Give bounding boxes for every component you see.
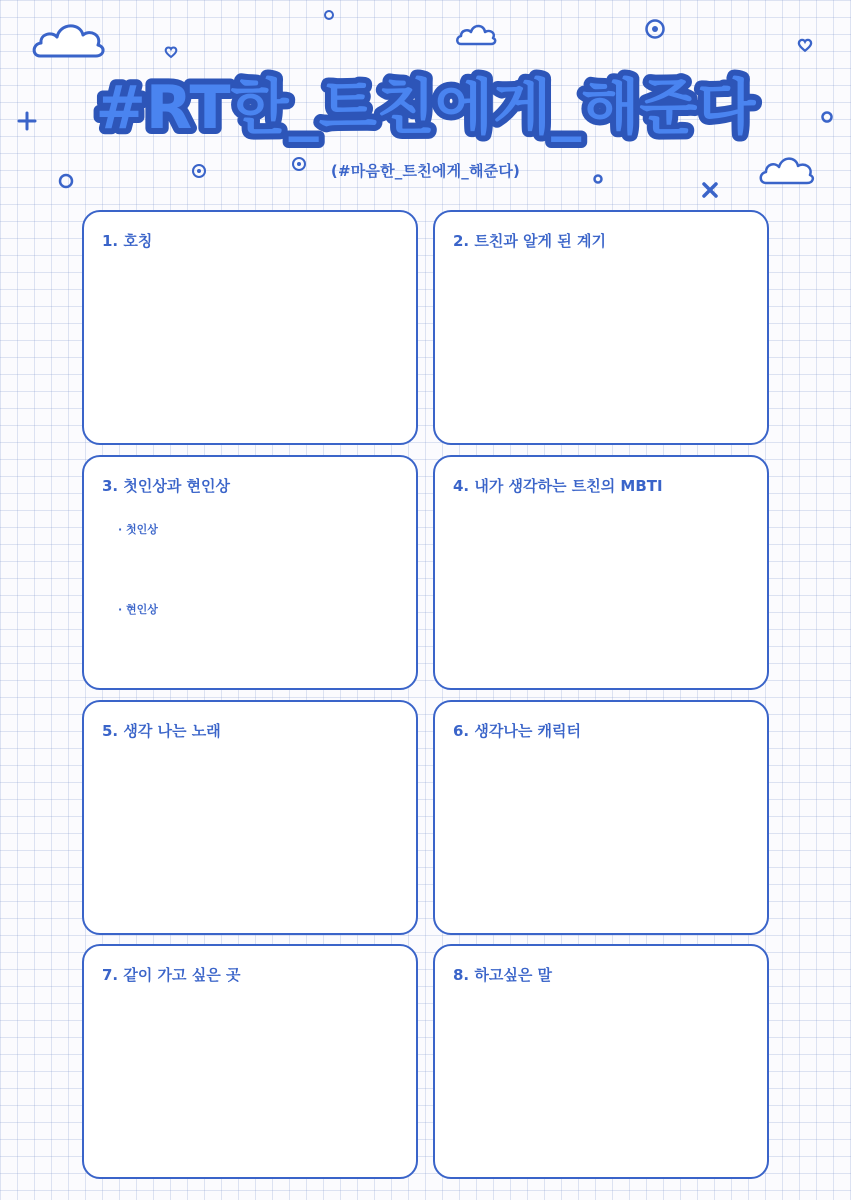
heart-icon: [797, 37, 813, 53]
question-box-6[interactable]: [433, 700, 769, 935]
circle-icon: [323, 9, 335, 21]
box-label: 5. 생각 나는 노래: [102, 722, 221, 740]
question-box-3[interactable]: [82, 455, 418, 690]
question-box-8[interactable]: [433, 944, 769, 1179]
box-label: 2. 트친과 알게 된 계기: [453, 232, 606, 250]
page-title-graphic: [0, 60, 851, 170]
box-label: 7. 같이 가고 싶은 곳: [102, 966, 241, 984]
heart-icon: [164, 45, 178, 59]
box-label: 4. 내가 생각하는 트친의 MBTI: [453, 477, 663, 495]
cloud-icon: [30, 14, 108, 62]
question-box-5[interactable]: [82, 700, 418, 935]
box-label: 1. 호칭: [102, 232, 153, 250]
cloud-icon: [455, 20, 497, 48]
target-icon: [643, 17, 667, 41]
first-impression-label: · 첫인상: [118, 523, 158, 536]
page-title: #RT한_트친에게_해준다: [95, 73, 757, 143]
cross-icon: [701, 181, 719, 199]
current-impression-label: · 현인상: [118, 603, 158, 616]
page-subtitle: (#마음한_트친에게_해준다): [330, 162, 521, 180]
question-box-7[interactable]: [82, 944, 418, 1179]
box-label: 3. 첫인상과 현인상: [102, 477, 231, 495]
box-label: 8. 하고싶은 말: [453, 966, 553, 984]
box-label: 6. 생각나는 캐릭터: [453, 722, 582, 740]
question-box-1[interactable]: [82, 210, 418, 445]
question-box-4[interactable]: [433, 455, 769, 690]
question-box-2[interactable]: [433, 210, 769, 445]
